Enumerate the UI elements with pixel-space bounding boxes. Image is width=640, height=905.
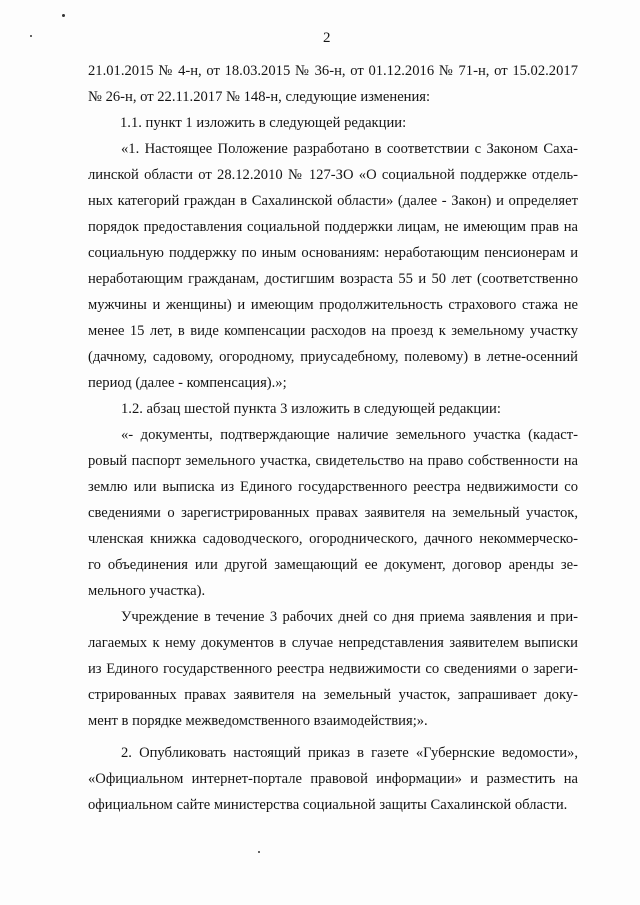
text-line: 1.1. пункт 1 изложить в следующей редакции: [120, 115, 407, 131]
text-line: ровый паспорт земельного участка, свидетельство на право собственности на [88, 453, 578, 469]
text-line: официальном сайте министерства социальной защиты Сахалинской области. [88, 797, 568, 813]
page-number: 2 [323, 30, 331, 46]
text-line: «1. Настоящее Положение разработано в соответствии с Законом Саха- [121, 141, 578, 157]
text-line: менее 15 лет, в виде компенсации расходов на проезд к земельному участку [88, 323, 578, 339]
scan-speck [62, 14, 65, 17]
text-line: социальную поддержку по иным основаниям: неработающим пенсионерам и [88, 245, 578, 261]
text-line: (дачному, садовому, огородному, приусадебному, полевому) в летне-осенний [88, 349, 578, 365]
text-line: мент в порядке межведомственного взаимодействия;». [88, 713, 428, 729]
text-line: мужчины и женщины) и имеющим продолжительность страхового стажа не [88, 297, 578, 313]
scan-speck [258, 851, 260, 853]
text-line: линской области от 28.12.2010 № 127-ЗО «О социальной поддержке отдель- [88, 167, 578, 183]
text-line: «Официальном интернет-портале правовой информации» и разместить на [88, 771, 578, 787]
text-line: 1.2. абзац шестой пункта 3 изложить в следующей редакции: [121, 401, 501, 417]
text-line: 21.01.2015 № 4-н, от 18.03.2015 № 36-н, от 01.12.2016 № 71-н, от 15.02.2017 [88, 63, 578, 79]
text-line: ных категорий граждан в Сахалинской области» (далее - Закон) и определяет [88, 193, 578, 209]
text-line: лагаемых к нему документов в случае непредставления заявителем выписки [88, 635, 578, 651]
text-line: неработающим гражданам, достигшим возраста 55 и 50 лет (соответственно [88, 271, 578, 287]
scan-speck [30, 35, 32, 37]
text-line: стрированных правах заявителя на земельный участок, запрашивает доку- [88, 687, 578, 703]
text-line: порядок предоставления социальной поддержки лицам, не имеющим прав на [88, 219, 578, 235]
text-line: землю или выписка из Единого государственного реестра недвижимости со [88, 479, 578, 495]
text-line: период (далее - компенсация).»; [88, 375, 287, 391]
text-line: го объединения или другой замещающий ее документ, договор аренды зе- [88, 557, 578, 573]
text-line: сведениями о зарегистрированных правах заявителя на земельный участок, [88, 505, 578, 521]
text-line: № 26-н, от 22.11.2017 № 148-н, следующие изменения: [88, 89, 431, 105]
text-line: из Единого государственного реестра недвижимости со сведениями о зареги- [88, 661, 578, 677]
text-line: Учреждение в течение 3 рабочих дней со дня приема заявления и при- [121, 609, 578, 625]
text-line: 2. Опубликовать настоящий приказ в газете «Губернские ведомости», [121, 745, 578, 761]
text-line: мельного участка). [88, 583, 206, 599]
text-line: «- документы, подтверждающие наличие земельного участка (кадаст- [121, 427, 578, 443]
text-line: членская книжка садоводческого, огороднического, дачного некоммерческо- [88, 531, 578, 547]
